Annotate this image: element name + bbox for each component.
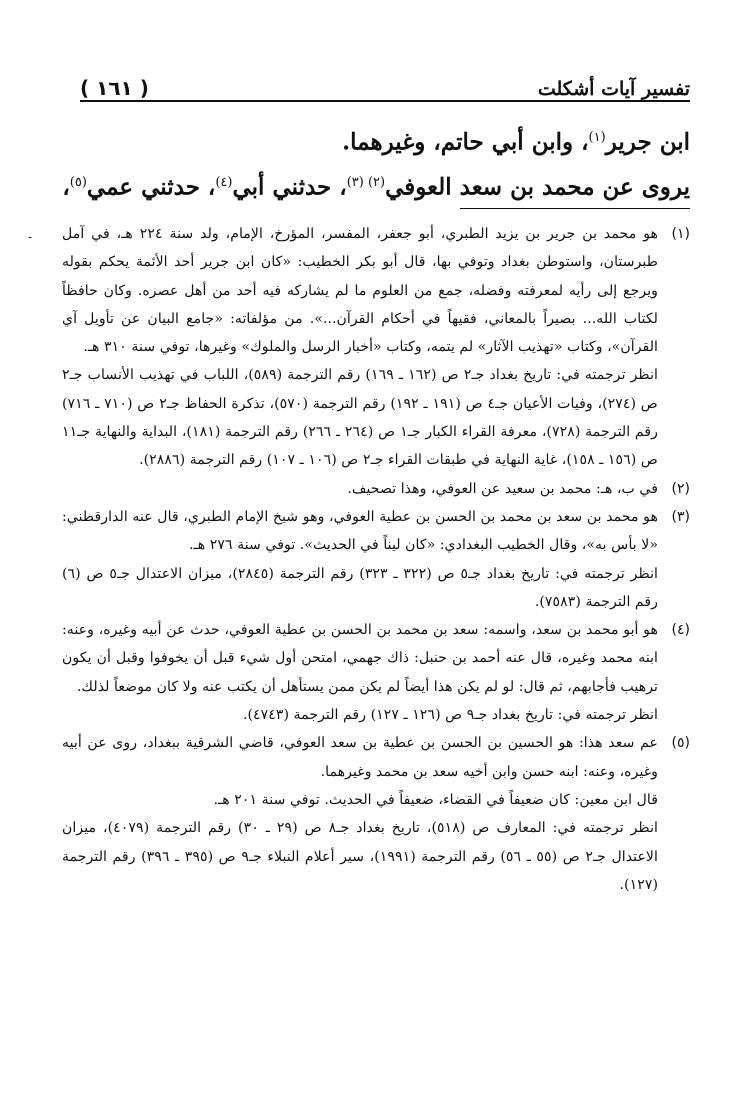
footnote-paragraph: انظر ترجمته في: تاريخ بغداد جـ٢ ص (١٦٢ ـ ١٦٩) رقم الترجمة (٥٨٩)، اللباب في تهذيب الأنساب جـ٢ ص (٢٧٤)، وفيات الأعيان جـ٤ ص (١٩١ ـ ١٩٢) رقم الترجمة (٥٧٠)، تذكرة الحفاظ جـ٢ ص (٧١٠ ـ ٧١٦) رقم الترجمة (٧٢٨)، معرفة القراء الكبار جـ١ ص (٢٦٤ ـ ٢٦٦) رقم الترجمة (١٨١)، البداية والنهاية جـ١١ ص (١٥٦ ـ ١٥٨)، غاية النهاية في طبقات القراء جـ٢ ص (١٠٦ ـ ١٠٧) رقم الترجمة (٢٨٨٦). [62,367,658,469]
footnote-5 [62,729,690,899]
footnote-paragraph: انظر ترجمته في: المعارف ص (٥١٨)، تاريخ بغداد جـ٨ ص (٢٩ ـ ٣٠) رقم الترجمة (٤٠٧٩)، ميزان الاعتدال جـ٢ ص (٥٥ ـ ٥٦) رقم الترجمة (١٩٩١)، سير أعلام النبلاء جـ٩ ص (٣٩٥ ـ ٣٩٦) رقم الترجمة (١٢٧). [62,820,658,893]
footnote-3 [62,503,690,616]
footnote-4 [62,616,690,729]
footnote-separator [460,208,690,209]
main-text-segment: ، حدثني عمي [86,173,216,201]
footnote-number: (٤) [671,622,690,639]
footnote-paragraph: انظر ترجمته في: تاريخ بغداد جـ٥ ص (٣٢٢ ـ ٣٢٣) رقم الترجمة (٢٨٤٥)، ميزان الاعتدال جـ٥ ص (٦) رقم الترجمة (٧٥٨٣). [62,565,658,610]
footnote-ref[interactable]: (٢) (٣) [346,174,386,190]
margin-mark: - [28,230,33,244]
footnote-ref[interactable]: (٤) [215,174,233,190]
footnote-paragraph: هو محمد بن جرير بن يزيد الطبري، أبو جعفر، المفسر، المؤرخ، الإمام، ولد سنة ٢٢٤ هـ، في آمل طبرستان، واستوطن بغداد وتوفي بها، قال أبو بكر الخطيب: «كان ابن جرير أحد الأئمة يحكم بقوله ويرجع إلى رأيه لمعرفته وفضله، جمع من العلوم ما لم يشاركه فيه أحد من أهل عصره. وكان حافظاً لكتاب الله... بصيراً بالمعاني، فقيهاً في أحكام القرآن...». من مؤلفاته: «جامع البيان عن تأويل آي القرآن»، وكتاب «تهذيب الآثار» لم يتمه، وكتاب «أخبار الرسل والملوك» وغيرها، توفي سنة ٣١٠ هـ. [62,226,658,356]
footnote-number: (٣) [671,508,690,525]
footnote-number: (٢) [671,480,690,497]
main-text-segment: ابن جرير [605,128,690,156]
main-text-segment: ، وابن أبي حاتم، وغيرهما. [342,128,589,156]
page-number: ( ١٦١ ) [80,76,149,100]
main-text-segment: ، حدثني أبي [232,173,347,201]
footnote-paragraph: قال ابن معين: كان ضعيفاً في القضاء، ضعيفاً في الحديث. توفي سنة ٢٠١ هـ. [213,791,658,808]
main-text-segment: يروى عن محمد بن سعد العوفي [385,173,690,201]
footnote-paragraph: عم سعد هذا: هو الحسين بن الحسن بن عطية بن سعد العوفي، قاضي الشرقية ببغداد، روى عن أبيه وغيره، وعنه: ابنه حسن وابن أخيه سعد بن محمد وغيرهما. [62,735,658,780]
main-text-segment: ، [62,173,70,201]
book-title: تفسير آيات أشكلت [537,78,690,100]
footnote-2 [62,475,690,503]
running-head [80,60,690,102]
footnote-ref[interactable]: (١) [588,130,606,145]
main-line-1 [78,118,690,163]
footnote-body [62,475,658,503]
footnotes [62,220,690,899]
footnote-number: (١) [671,226,690,242]
footnote-body [62,616,658,729]
footnote-paragraph: في ب، هـ: محمد بن سعيد عن العوفي، وهذا تصحيف. [347,480,658,497]
footnote-body [62,220,658,475]
footnote-paragraph: انظر ترجمته في: تاريخ بغداد جـ٩ ص (١٢٦ ـ ١٢٧) رقم الترجمة (٤٧٤٣). [242,707,658,724]
footnote-body [62,729,658,899]
footnote-1 [62,220,690,475]
footnote-paragraph: هو محمد بن سعد بن محمد بن الحسن بن عطية العوفي، وهو شيخ الإمام الطبري، قال عنه الدارقطني: «لا بأس به»، وقال الخطيب البغدادي: «كان ليناً في الحديث». توفي سنة ٢٧٦ هـ. [62,508,658,554]
footnote-paragraph: هو أبو محمد بن سعد، واسمه: سعد بن محمد بن الحسن بن عطية العوفي، حدث عن أبيه وغيره، وعنه: ابنه محمد وغيره، قال عنه أحمد بن حنبل: ذاك جهمي، امتحن أول شيء قبل أن يخوفوا وقبل أن يكون ترهيب فأجابهم، ثم قال: لو لم يكن هذا أيضاً لم يكن ممن يستأهل أن يكتب عنه ولا كان موضعاً لذلك. [62,622,658,695]
footnote-body [62,503,658,616]
main-text [62,118,690,207]
main-line-2 [62,163,690,208]
footnote-ref[interactable]: (٥) [69,174,87,190]
footnote-number: (٥) [671,735,690,752]
